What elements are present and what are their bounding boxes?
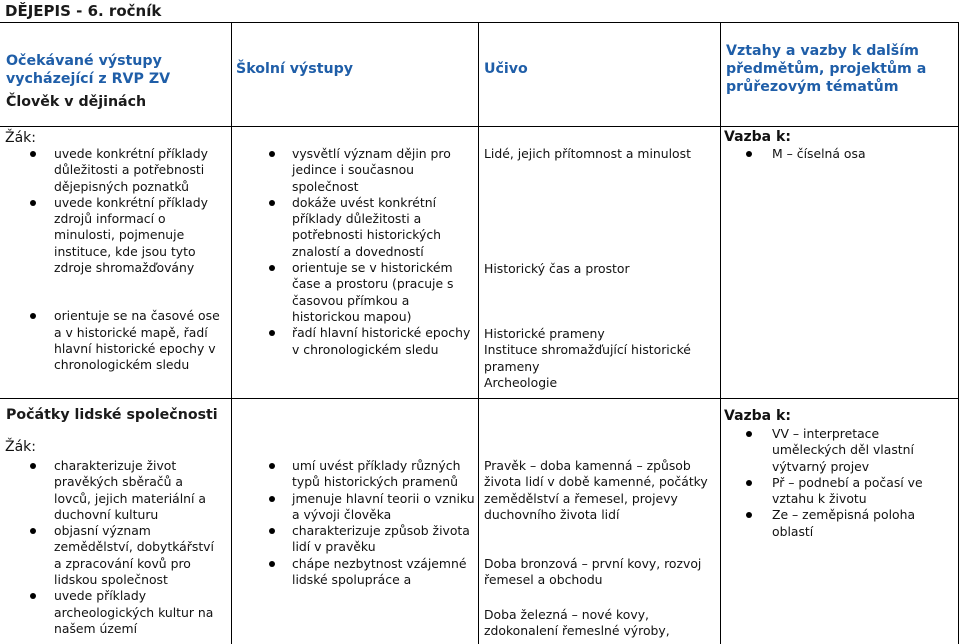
- list-item: dokáže uvést konkrétní příklady důležitosti a potřebnosti historických znalostí a dovedností: [265, 195, 475, 260]
- list-item: Př – podnebí a počasí ve vztahu k životu: [724, 475, 956, 508]
- list-item: uvede příklady archeologických kultur na našem území: [0, 588, 228, 637]
- section1-curriculum-1: Lidé, jejich přítomnost a minulost: [484, 146, 691, 161]
- vazba-label-2: Vazba k:: [724, 408, 791, 424]
- list-item: objasní význam zemědělství, dobytkářství a zpracování kovů pro lidskou společnost: [0, 523, 228, 588]
- section2-expected-list: [0, 458, 228, 637]
- header-bottom-border: [0, 126, 959, 127]
- header-relations: Vztahy a vazby k dalším předmětům, projektům a průřezovým tématům: [726, 43, 927, 95]
- list-item: charakterizuje život pravěkých sběračů a lovců, jejich materiální a duchovní kulturu: [0, 458, 228, 523]
- section2-curriculum-2: Doba bronzová – první kovy, rozvoj řemesel a obchodu: [484, 556, 702, 588]
- section2-curriculum-1: Pravěk – doba kamenná – způsob života lidí v době kamenné, počátky zemědělství a řemesel, projevy duchovního života lidí: [484, 458, 708, 522]
- list-item: umí uvést příklady různých typů historických pramenů: [265, 458, 475, 491]
- column-divider-3: [720, 23, 721, 644]
- list-item: orientuje se v historickém čase a prostoru (pracuje s časovou přímkou a historickou mapou): [265, 260, 475, 325]
- header-curriculum: Učivo: [484, 61, 528, 77]
- header-expected-outcomes: Očekávané výstupy vycházející z RVP ZV: [6, 53, 171, 87]
- list-item: jmenuje hlavní teorii o vzniku a vývoji člověka: [265, 491, 475, 524]
- section2-relations-list: [724, 426, 956, 540]
- section1-school-list: [265, 146, 475, 358]
- list-item: chápe nezbytnost vzájemné lidské spolupráce a: [265, 556, 475, 589]
- zak-label-1: Žák:: [5, 130, 36, 146]
- section2-school-list: [265, 458, 475, 588]
- section-title-2: Počátky lidské společnosti: [6, 407, 218, 423]
- section1-expected-list: [0, 146, 228, 374]
- header-school-outcomes: Školní výstupy: [236, 61, 354, 77]
- vazba-label-1: Vazba k:: [724, 129, 791, 145]
- list-item: uvede konkrétní příklady zdrojů informací o minulosti, pojmenuje instituce, kde jsou tyto zdroje shromažďovány: [0, 195, 228, 276]
- table-top-border: [0, 22, 959, 23]
- section1-curriculum-2: Historický čas a prostor: [484, 261, 630, 276]
- column-divider-1: [231, 23, 232, 644]
- list-item: charakterizuje způsob života lidí v pravěku: [265, 523, 475, 556]
- list-item: orientuje se na časové ose a v historické mapě, řadí hlavní historické epochy v chronologickém sledu: [0, 308, 228, 373]
- list-item: vysvětlí význam dějin pro jedince i současnou společnost: [265, 146, 475, 195]
- list-item: Ze – zeměpisná poloha oblastí: [724, 507, 956, 540]
- list-item: uvede konkrétní příklady důležitosti a potřebnosti dějepisných poznatků: [0, 146, 228, 195]
- section1-relations-list: [724, 146, 956, 162]
- list-item: M – číselná osa: [724, 146, 956, 162]
- zak-label-2: Žák:: [5, 439, 36, 455]
- list-item: řadí hlavní historické epochy v chronologickém sledu: [265, 325, 475, 358]
- page-title: DĚJEPIS - 6. ročník: [5, 2, 162, 20]
- section2-curriculum-3: Doba železná – nové kovy, zdokonalení řemeslné výroby,: [484, 607, 670, 639]
- column-divider-2: [478, 23, 479, 644]
- section-title-1: Člověk v dějinách: [6, 94, 147, 110]
- section1-curriculum-3: Historické prameny Instituce shromažďující historické prameny Archeologie: [484, 326, 691, 390]
- section-divider: [0, 398, 959, 399]
- list-item: VV – interpretace uměleckých děl vlastní výtvarný projev: [724, 426, 956, 475]
